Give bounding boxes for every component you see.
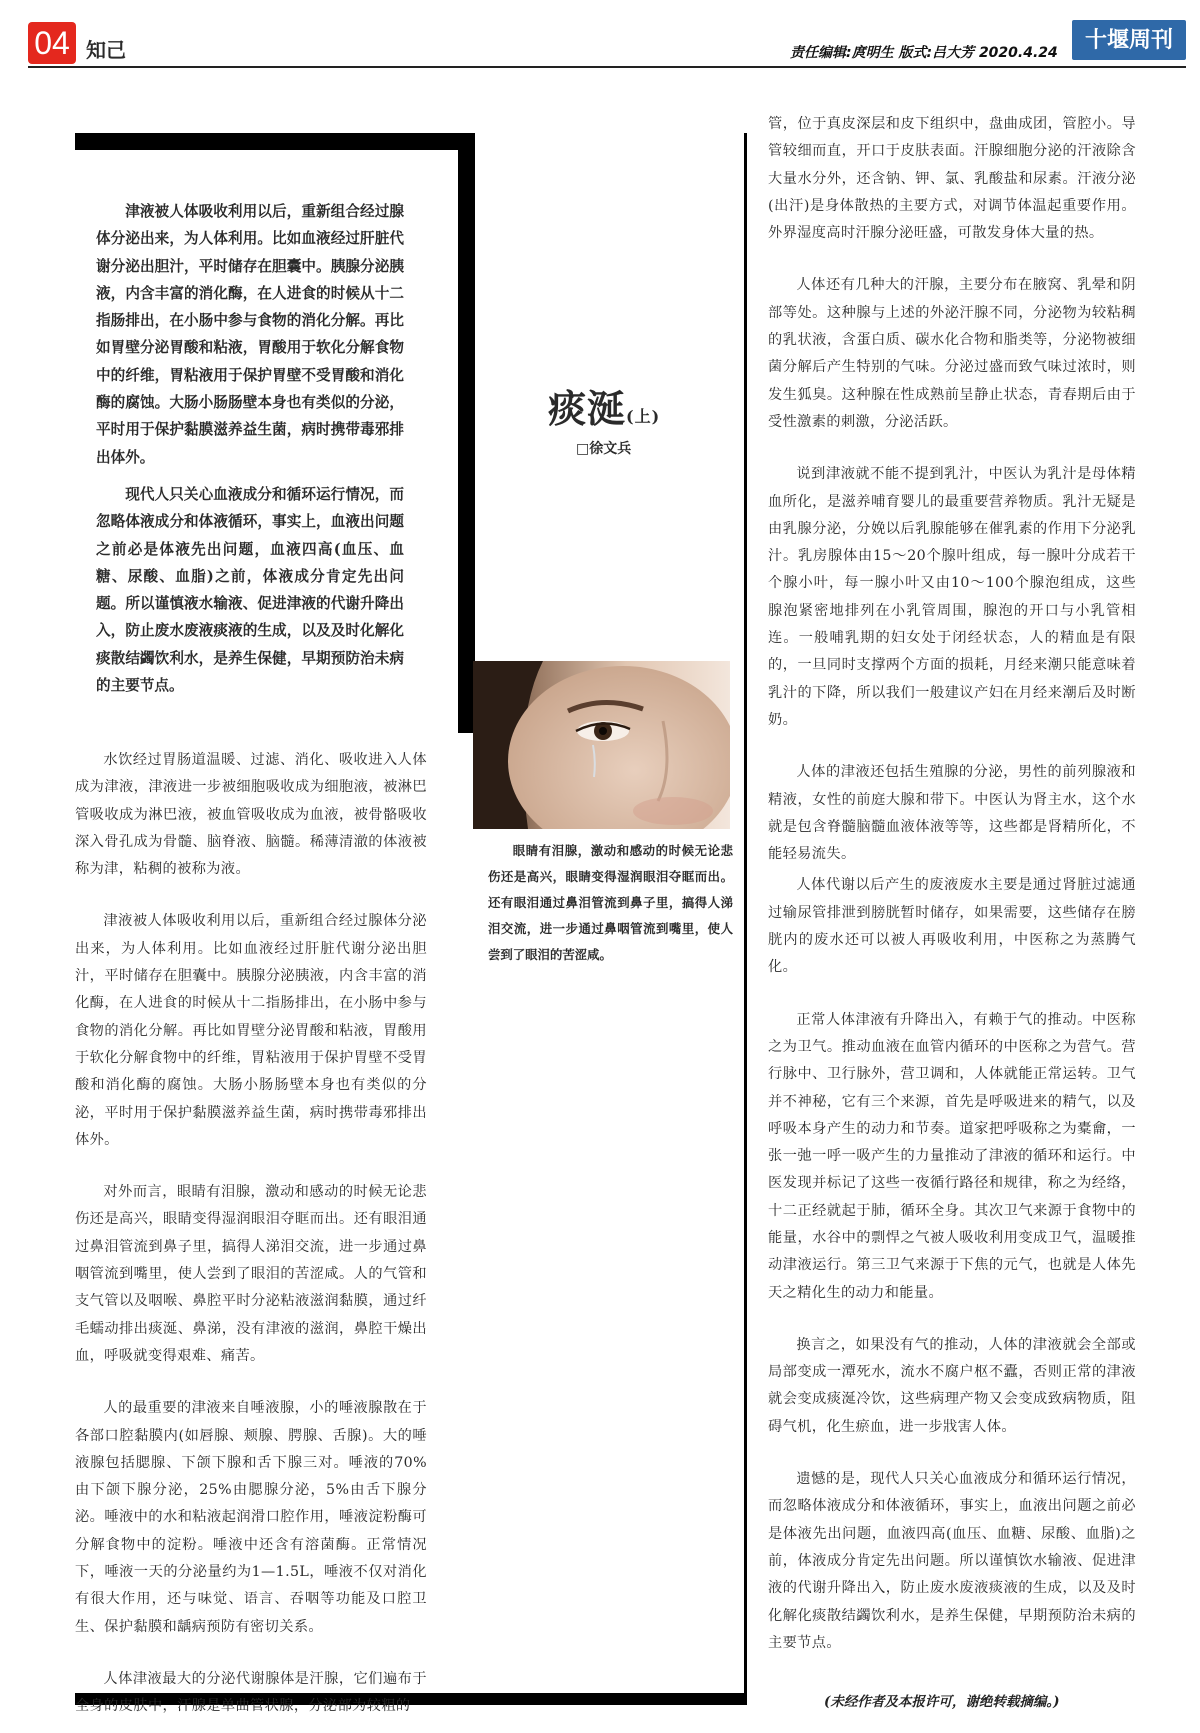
caption-text: 眼睛有泪腺，激动和感动的时候无论悲伤还是高兴，眼睛变得湿润眼泪夺眶而出。还有眼泪通过鼻泪管流到鼻子里，搞得人涕泪交流，进一步通过鼻咽管流到嘴里，使人尝到了眼泪的苦涩咸。 xyxy=(488,843,733,962)
column-divider-line xyxy=(744,133,747,1698)
body-paragraph: 正常人体津液有升降出入，有赖于气的推动。中医称之为卫气。推动血液在血管内循环的中医称之为营气。营行脉中、卫行脉外，营卫调和，人体就能正常运转。卫气并不神秘，它有三个来源，首先是呼吸进来的精气，以及呼吸本身产生的动力和节奏。道家把呼吸称之为橐龠，一张一弛一呼一吸产生的力量推动了津液的循环和运行。中医发现并标记了这些一夜循行路径和规律，称之为经络，十二正经就起于肺，循环全身。其次卫气来源于食物中的能量，水谷中的剽悍之气被人吸收利用变成卫气，温暖推动津液运行。第三卫气来源于下焦的元气，也就是人体先天之精化生的动力和能量。 xyxy=(768,1011,1136,1301)
body-paragraph: 水饮经过胃肠道温暖、过滤、消化、吸收进入人体成为津液，津液进一步被细胞吸收成为细胞液，被淋巴管吸收成为淋巴液，被血管吸收成为血液，被骨骼吸收深入骨孔成为骨髓、脑脊液、脑髓。稀薄清澈的体液被称为津，粘稠的被称为液。 xyxy=(75,752,427,878)
newspaper-brand-logo: 十堰周刊 xyxy=(1072,20,1186,60)
crying-eye-photo xyxy=(473,661,730,829)
body-paragraph: 遗憾的是，现代人只关心血液成分和循环运行情况，而忽略体液成分和体液循环，事实上，血液出问题之前必是体液先出问题，血液四高(血压、血糖、尿酸、血脂)之前，体液成分肯定先出问题。所以谨慎饮水输液、促进津液的代谢升降出入，防止废水废液痰液的生成，以及及时化解化痰散结蠲饮利水，是养生保健，早期预防治未病的主要节点。 xyxy=(768,1471,1136,1651)
article-title xyxy=(548,378,660,433)
intro-paragraph: 津液被人体吸收利用以后，重新组合经过腺体分泌出来，为人体利用。比如血液经过肝脏代谢分泌出胆汁，平时储存在胆囊中。胰腺分泌胰液，内含丰富的消化酶，在人进食的时候从十二指肠排出，在小肠中参与食物的消化分解。再比如胃壁分泌胃酸和粘液，胃酸用于软化分解食物中的纤维，胃粘液用于保护胃壁不受胃酸和消化酶的腐蚀。大肠小肠肠壁本身也有类似的分泌，平时用于保护黏膜滋养益生菌，病时携带毒邪排出体外。 xyxy=(96,203,404,466)
left-column xyxy=(75,747,427,1725)
body-paragraph: 管，位于真皮深层和皮下组织中，盘曲成团，管腔小。导管较细而直，开口于皮肤表面。汗腺细胞分泌的汗液除含大量水分外，还含钠、钾、氯、乳酸盐和尿素。汗液分泌(出汗)是身体散热的主要方式，对调节体温起重要作用。外界湿度高时汗腺分泌旺盛，可散发身体大量的热。 xyxy=(768,116,1136,242)
editor-credits: 责任编辑:庹明生 版式:吕大芳 2020.4.24 xyxy=(790,45,1058,61)
right-column xyxy=(768,111,1136,1682)
body-paragraph: 对外而言，眼睛有泪腺，激动和感动的时候无论悲伤还是高兴，眼睛变得湿润眼泪夺眶而出。还有眼泪通过鼻泪管流到鼻子里，搞得人涕泪交流，进一步通过鼻咽管流到嘴里，使人尝到了眼泪的苦涩咸。人的气管和支气管以及咽喉、鼻腔平时分泌粘液滋润黏膜，通过纤毛蠕动排出痰涎、鼻涕，没有津液的滋润，鼻腔干燥出血，呼吸就变得艰难、痛苦。 xyxy=(75,1184,427,1364)
body-paragraph: 津液被人体吸收利用以后，重新组合经过腺体分泌出来，为人体利用。比如血液经过肝脏代谢分泌出胆汁，平时储存在胆囊中。胰腺分泌胰液，内含丰富的消化酶，在人进食的时候从十二指肠排出，在小肠中参与食物的消化分解。再比如胃壁分泌胃酸和粘液，胃酸用于软化分解食物中的纤维，胃粘液用于保护胃壁不受胃酸和消化酶的腐蚀。大肠小肠肠壁本身也有类似的分泌，平时用于保护黏膜滋养益生菌，病时携带毒邪排出体外。 xyxy=(75,913,427,1148)
photo-caption xyxy=(488,838,733,968)
page-number-badge: 04 xyxy=(28,22,76,64)
frame-right-bar xyxy=(458,133,475,733)
article-intro xyxy=(96,198,404,709)
article-title-suffix: (上) xyxy=(626,407,661,426)
body-paragraph: 人体还有几种大的汗腺，主要分布在腋窝、乳晕和阴部等处。这种腺与上述的外泌汗腺不同，分泌物为较粘稠的乳状液，含蛋白质、碳水化合物和脂类等，分泌物被细菌分解后产生特别的气味。分泌过盛而致气味过浓时，则发生狐臭。这种腺在性成熟前呈静止状态，青春期后由于受性激素的刺激，分泌活跃。 xyxy=(768,277,1136,430)
body-paragraph: 人的最重要的津液来自唾液腺，小的唾液腺散在于各部口腔黏膜内(如唇腺、颊腺、腭腺、舌腺)。大的唾液腺包括腮腺、下颌下腺和舌下腺三对。唾液的70%由下颌下腺分泌，25%由腮腺分泌，5%由舌下腺分泌。唾液中的水和粘液起润滑口腔作用，唾液淀粉酶可分解食物中的淀粉。唾液中还含有溶菌酶。正常情况下，唾液一天的分泌量约为1—1.5L，唾液不仅对消化有很大作用，还与味觉、语言、吞咽等功能及口腔卫生、保护黏膜和龋病预防有密切关系。 xyxy=(75,1400,427,1635)
copyright-note: (未经作者及本报许可，谢绝转载摘编。) xyxy=(824,1694,1060,1710)
body-paragraph: 人体代谢以后产生的废液废水主要是通过肾脏过滤通过输尿管排泄到膀胱暂时储存，如果需要，这些储存在膀胱内的废水还可以被人再吸收利用，中医称之为蒸腾气化。 xyxy=(768,877,1136,976)
section-name: 知己 xyxy=(86,38,126,62)
header-rule xyxy=(28,66,1186,68)
body-paragraph: 说到津液就不能不提到乳汁，中医认为乳汁是母体精血所化，是滋养哺育婴儿的最重要营养物质。乳汁无疑是由乳腺分泌，分娩以后乳腺能够在催乳素的作用下分泌乳汁。乳房腺体由15～20个腺叶组成，每一腺叶分成若干个腺小叶，每一腺小叶又由10～100个腺泡组成，这些腺泡紧密地排列在小乳管周围，腺泡的开口与小乳管相连。一般哺乳期的妇女处于闭经状态，人的精血是有限的，一旦同时支撑两个方面的损耗，月经来潮只能意味着乳汁的下降，所以我们一般建议产妇在月经来潮后及时断奶。 xyxy=(768,466,1136,728)
photo-illustration xyxy=(473,661,730,829)
frame-top-bar xyxy=(75,133,475,150)
intro-paragraph: 现代人只关心血液成分和循环运行情况，而忽略体液成分和体液循环，事实上，血液出问题之前必是体液先出问题，血液四高(血压、血糖、尿酸、血脂)之前，体液成分肯定先出问题。所以谨慎液水输液、促进津液的代谢升降出入，防止废水废液痰液的生成，以及及时化解化痰散结蠲饮利水，是养生保健，早期预防治未病的主要节点。 xyxy=(96,485,404,695)
body-paragraph: 换言之，如果没有气的推动，人体的津液就会全部或局部变成一潭死水，流水不腐户枢不蠹，否则正常的津液就会变成痰涎冷饮，这些病理产物又会变成致病物质，阻碍气机，化生瘀血，进一步戕害人体。 xyxy=(768,1336,1136,1435)
article-title-text: 痰涎 xyxy=(548,386,627,431)
article-author: □徐文兵 xyxy=(576,441,632,457)
body-paragraph: 人体津液最大的分泌代谢腺体是汗腺，它们遍布于全身的皮肤中，汗腺是单曲管状腺，分泌部为较粗的 xyxy=(75,1670,427,1715)
page-header xyxy=(0,0,1200,70)
body-paragraph: 人体的津液还包括生殖腺的分泌，男性的前列腺液和精液，女性的前庭大腺和带下。中医认为肾主水，这个水就是包含脊髓脑髓血液体液等等，这些都是肾精所化，不能轻易流失。 xyxy=(768,764,1136,863)
